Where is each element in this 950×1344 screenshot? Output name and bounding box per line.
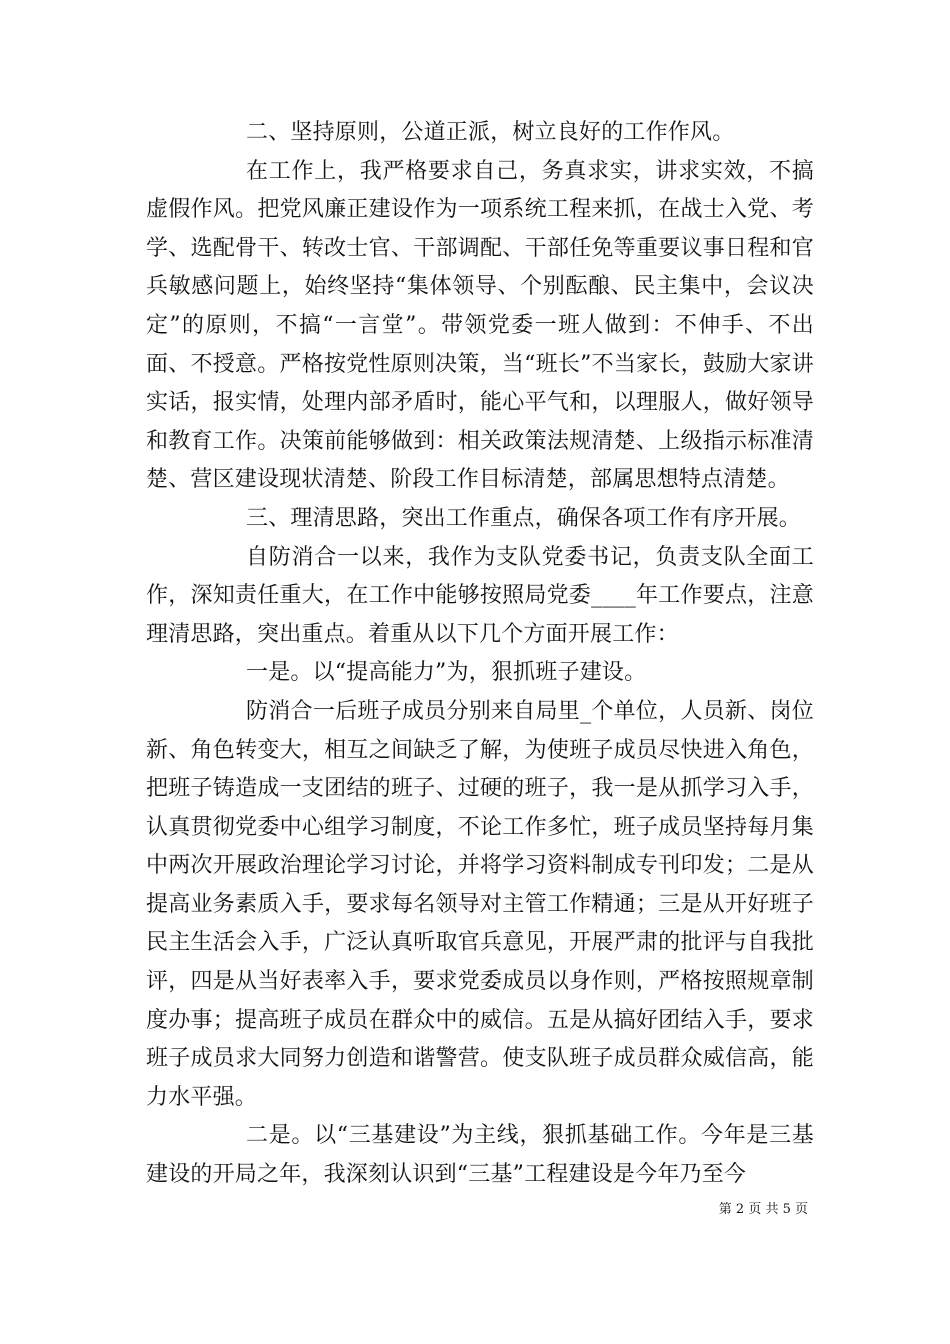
paragraph-work-focus: 自防消合一以来，我作为支队党委书记，负责支队全面工作，深知责任重大，在工作中能够按照局党委____年工作要点，注意理清思路，突出重点。着重从以下几个方面开展工作： — [146, 544, 814, 647]
paragraph-work-style: 在工作上，我严格要求自己，务真求实，讲求实效，不搞虚假作风。把党风廉正建设作为一项系统工程来抓，在战士入党、考学、选配骨干、转改士官、干部调配、干部任免等重要议事日程和官兵敏感问题上，始终坚持“集体领导、个别酝酿、民主集中，会议决定”的原则，不搞“一言堂”。带领党委一班人做到：不伸手、不出面、不授意。严格按党性原则决策，当“班长”不当家长，鼓励大家讲实话，报实情，处理内部矛盾时，能心平气和，以理服人，做好领导和教育工作。决策前能够做到：相关政策法规清楚、上级指示标准清楚、营区建设现状清楚、阶段工作目标清楚，部属思想特点清楚。 — [146, 158, 814, 493]
paragraph-heading-3: 三、理清思路，突出工作重点，确保各项工作有序开展。 — [246, 505, 802, 531]
paragraph-heading-2: 二、坚持原则，公道正派，树立良好的工作作风。 — [246, 120, 735, 145]
paragraph-point-2: 二是。以“三基建设”为主线，狠抓基础工作。今年是三基建设的开局之年，我深刻认识到“三基”工程建设是今年乃至今 — [146, 1123, 814, 1188]
paragraph-team-building: 防消合一后班子成员分别来自局里_个单位，人员新、岗位新、角色转变大，相互之间缺乏了解，为使班子成员尽快进入角色，把班子铸造成一支团结的班子、过硬的班子，我一是从抓学习入手，认真贯彻党委中心组学习制度，不论工作多忙，班子成员坚持每月集中两次开展政治理论学习讨论，并将学习资料制成专刊印发；二是从提高业务素质入手，要求每名领导对主管工作精通；三是从开好班子民主生活会入手，广泛认真听取官兵意见，开展严肃的批评与自我批评，四是从当好表率入手，要求党委成员以身作则，严格按照规章制度办事；提高班子成员在群众中的威信。五是从搞好团结入手，要求班子成员求大同努力创造和谐警营。使支队班子成员群众威信高，能力水平强。 — [146, 698, 814, 1110]
document-body — [146, 114, 814, 1195]
page-number-footer: 第 2 页 共 5 页 — [718, 1202, 808, 1217]
paragraph-point-1: 一是。以“提高能力”为，狠抓班子建设。 — [246, 660, 647, 686]
